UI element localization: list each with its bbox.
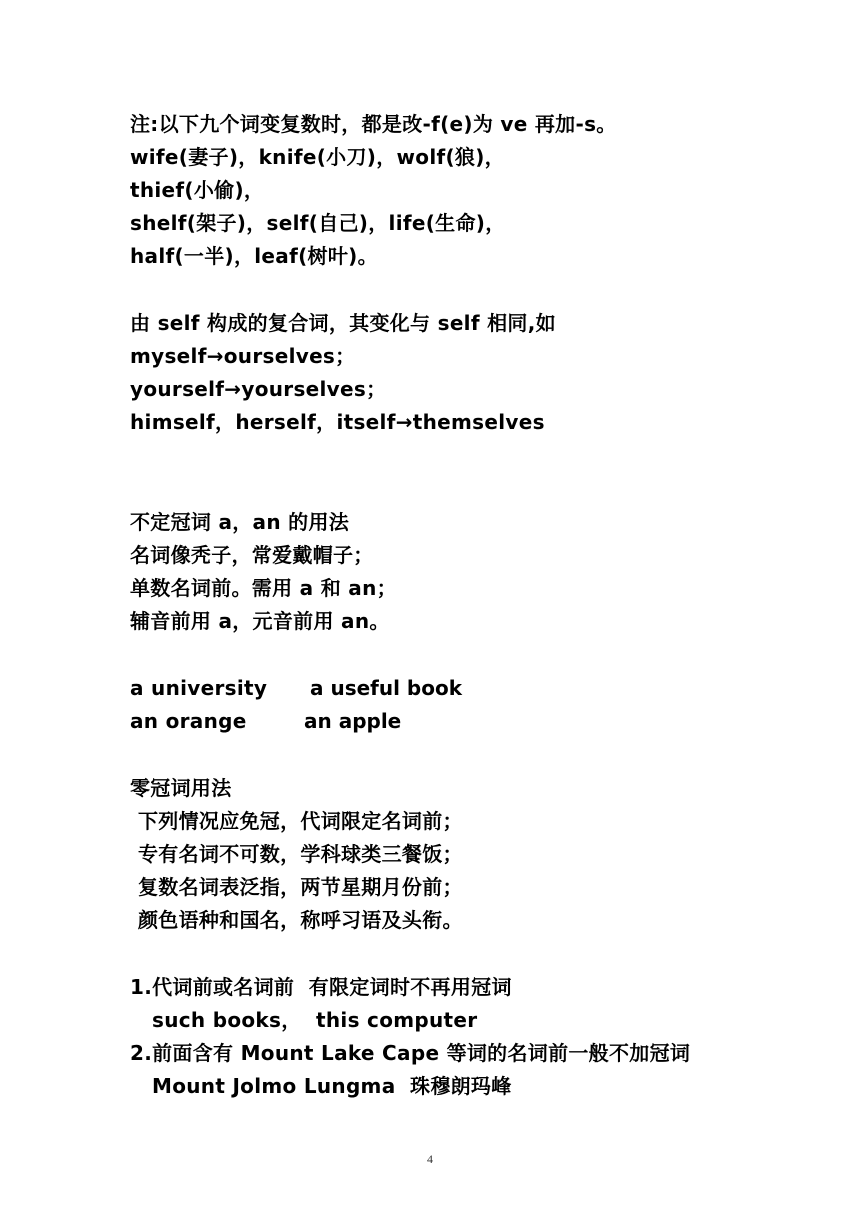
zero-article-rhyme-1: 下列情况应免冠，代词限定名词前； <box>138 809 463 833</box>
self-example-2: yourself→yourselves； <box>130 377 387 401</box>
self-example-1: myself→ourselves； <box>130 344 356 368</box>
plural-note: 注:以下九个词变复数时，都是改-f(e)为 ve 再加-s。 <box>130 112 617 136</box>
indefinite-rhyme-3: 辅音前用 a，元音前用 an。 <box>130 609 390 633</box>
zero-article-rule-2-example: Mount Jolmo Lungma 珠穆朗玛峰 <box>152 1074 512 1098</box>
page-number: 4 <box>427 1152 433 1166</box>
zero-article-rhyme-2: 专有名词不可数，学科球类三餐饭； <box>138 842 463 866</box>
plural-words-line-4: half(一半)，leaf(树叶)。 <box>130 244 378 268</box>
zero-article-rule-1-example: such books， this computer <box>152 1008 478 1032</box>
self-example-3: himself，herself，itself→themselves <box>130 410 545 434</box>
self-intro: 由 self 构成的复合词，其变化与 self 相同,如 <box>130 311 556 335</box>
indefinite-heading: 不定冠词 a，an 的用法 <box>130 510 350 534</box>
indefinite-example-left-1: a university <box>130 676 268 700</box>
indefinite-rhyme-1: 名词像秃子，常爱戴帽子； <box>130 543 374 567</box>
indefinite-example-right-1: a useful book <box>310 676 463 700</box>
indefinite-rhyme-2: 单数名词前。需用 a 和 an； <box>130 576 397 600</box>
indefinite-example-right-2: an apple <box>304 709 402 733</box>
plural-words-line-3: shelf(架子)，self(自己)，life(生命)， <box>130 211 506 235</box>
zero-article-rule-2: 2.前面含有 Mount Lake Cape 等词的名词前一般不加冠词 <box>130 1041 691 1065</box>
zero-article-rhyme-4: 颜色语种和国名，称呼习语及头衔。 <box>138 908 463 932</box>
plural-words-line-1: wife(妻子)，knife(小刀)，wolf(狼)， <box>130 145 505 169</box>
zero-article-rhyme-3: 复数名词表泛指，两节星期月份前； <box>138 875 463 899</box>
plural-words-line-2: thief(小偷)， <box>130 178 265 202</box>
indefinite-example-left-2: an orange <box>130 709 247 733</box>
zero-article-rule-1: 1.代词前或名词前 有限定词时不再用冠词 <box>130 975 512 999</box>
zero-article-heading: 零冠词用法 <box>130 776 232 800</box>
